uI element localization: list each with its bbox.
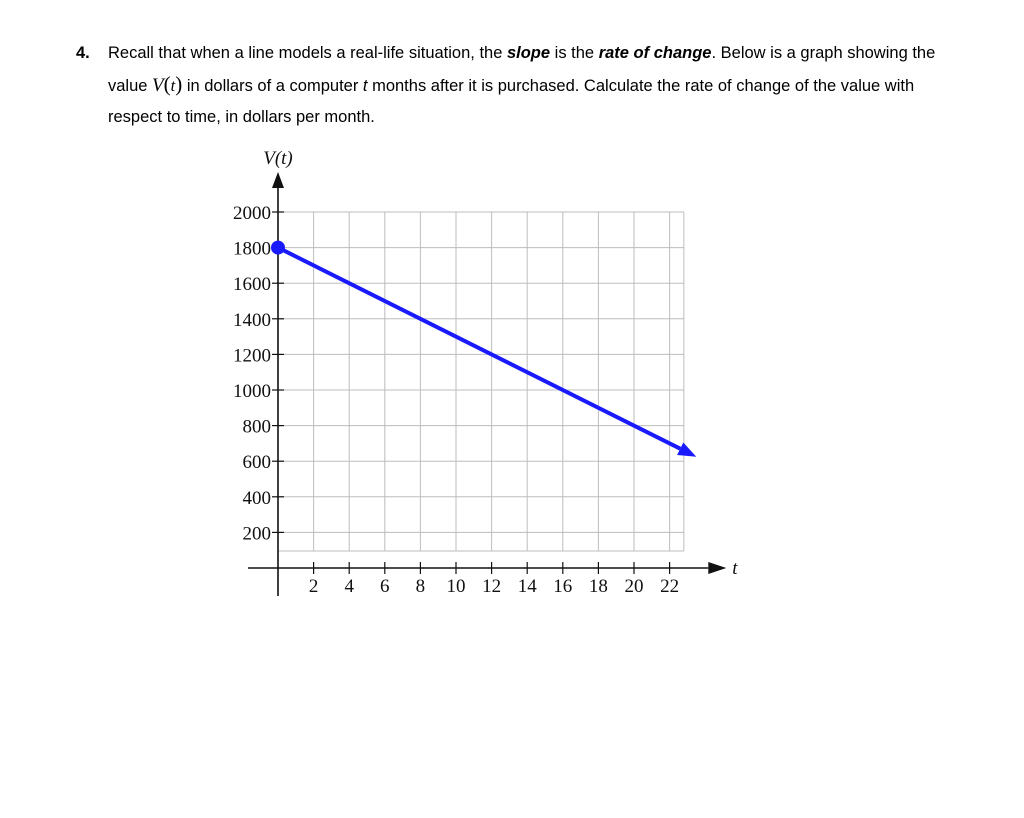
x-tick-label: 4 [344,576,354,597]
y-tick-label: 200 [242,523,271,545]
x-tick-label: 16 [553,576,573,597]
text-t-variable: t [362,77,368,95]
math-t: t [170,76,176,95]
text-part-2: is the [550,44,599,62]
y-tick-label: 1400 [233,309,271,331]
math-open-paren: ( [163,72,171,96]
y-tick-label: 400 [242,487,271,509]
question-number: 4. [76,44,90,62]
x-tick-label: 10 [446,576,466,597]
term-slope: slope [506,44,551,62]
y-tick-label: 600 [242,452,271,474]
x-tick-label: 18 [588,576,608,597]
x-tick-label: 14 [517,576,537,597]
y-tick-label: 1200 [233,345,271,367]
term-rate-of-change: rate of change [598,44,712,62]
y-tick-label: 2000 [233,203,271,224]
y-tick-label: 1000 [233,381,271,402]
math-V: V [152,75,164,96]
y-tick-label: 800 [242,416,271,438]
x-tick-label: 2 [308,576,319,597]
ticks [272,212,670,574]
x-axis-arrow-icon [708,562,726,574]
x-tick-label: 12 [482,576,502,597]
value-line [278,248,680,449]
text-part-4: in dollars of a computer [182,77,363,95]
x-axis-label: t [732,558,738,579]
text-part-3: . Below is a graph showing the value [108,44,936,95]
y-tick-label: 1600 [233,274,271,296]
x-tick-label: 22 [660,576,680,597]
y-axis-label: V(t) [263,148,293,169]
y-tick-label: 1800 [233,238,271,260]
grid [278,212,684,551]
series [271,241,696,457]
x-tick-label: 6 [380,576,390,597]
text-part-1: Recall that when a line models a real-life situation, the [108,44,507,62]
line-arrowhead-icon [677,442,696,456]
text-part-5: months after it is purchased. Calculate the rate of change of the value with respect to time, in dollars per month. [108,77,915,126]
x-tick-label: 8 [415,576,426,597]
start-point [271,241,285,255]
math-close-paren: ) [175,72,183,96]
x-tick-label: 20 [624,576,644,597]
y-axis-arrow-icon [272,172,284,188]
